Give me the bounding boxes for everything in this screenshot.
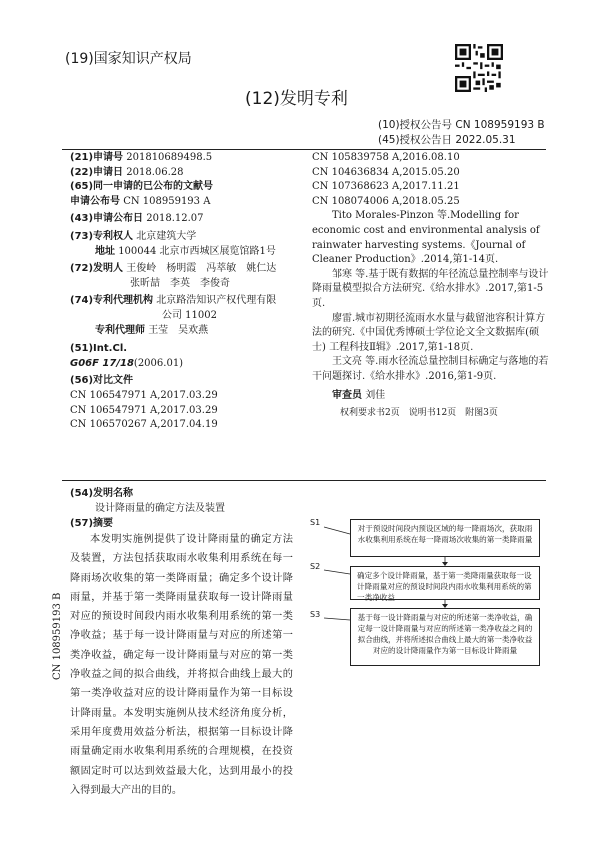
patentee-label: (73)专利权人 <box>70 230 134 242</box>
invention-title: 设计降雨量的确定方法及装置 <box>95 503 225 514</box>
invention-title-section <box>70 486 300 531</box>
agent-label: 专利代理师 <box>95 324 145 336</box>
agency-label: (74)专利代理机构 <box>70 295 154 307</box>
refs-label: (56)对比文件 <box>70 375 134 387</box>
examiner: 刘佳 <box>365 389 386 401</box>
intcl-label: (51)Int.Cl. <box>70 343 128 355</box>
flow-step-box: 基于每一设计降雨量与对应的所述第一类净收益，确定每一设计降雨量与对应的所述第一类净收益之间的拟合曲线，并将所述拟合曲线上最大的第一类净收益对应的设计降雨量作为第一目标设计降雨量 <box>350 608 540 666</box>
document-type: (12)发明专利 <box>245 89 348 109</box>
address-label: 地址 <box>95 245 115 257</box>
pub-no: CN 108959193 B <box>455 119 545 131</box>
flow-step-box: 确定多个设计降雨量，基于第一类降雨量获取每一设计降雨量对应的预设时间段内雨水收集利用系统的第一类净收益 <box>350 566 540 600</box>
abstract-divider <box>62 480 546 481</box>
page-counts: 权利要求书2页 说明书12页 附图3页 <box>340 408 498 419</box>
grant-numbers <box>378 118 545 148</box>
same-app-label: (65)同一申请的已公布的文献号 <box>70 181 214 193</box>
intcl-code: G06F 17/18 <box>70 357 134 369</box>
step-label: S1 <box>310 518 321 527</box>
office-name: (19)国家知识产权局 <box>65 51 192 67</box>
nonpatent-ref: 王文亮 等.雨水径流总量控制目标确定与落地的若干问题探讨.《给水排水》.2016,第1-9页. <box>312 356 549 382</box>
pre-pub-date-label: (43)申请公布日 <box>70 213 144 225</box>
address: 100044 北京市西城区展览馆路1号 <box>118 245 276 257</box>
abstract-text: 本发明实施例提供了设计降雨量的确定方法及装置，方法包括获取雨水收集利用系统在每一降雨场次收集的第一类降雨量；确定多个设计降雨量，并基于第一类降雨量获取每一设计降雨量对应的预设时间段内雨水收集利用系统的第一类净收益；基于每一设计降雨量与对应的所述第一类净收益，确定每一设计降雨量与对应的第一类净收益之间的拟合曲线，并将拟合曲线上最大的第一类净收益对应的设计降雨量作为第一目标设计降雨量。本发明实施例从技术经济角度分析，采用年度费用效益分析法，根据第一目标设计降雨量确定雨水收集利用系统的合理规模，在投资额固定时可以达到效益最大化，达到用最小的投入得到最大产出的目的。 <box>70 534 293 796</box>
flowchart <box>310 514 540 669</box>
nonpatent-ref: Tito Morales-Pinzon 等.Modelling for economic cost and environmental analysis of rainwater harvesting systems.《Journal of Cleaner Production》.2014,第1-14页. <box>312 210 540 266</box>
pre-pub-no: CN 108959193 A <box>123 195 211 207</box>
biblio-left <box>70 151 300 433</box>
ref-item: CN 106547971 A,2017.03.29 <box>70 404 218 416</box>
nonpatent-ref: 廖雷.城市初期径流雨水水量与截留池容积计算方法的研究.《中国优秀博硕士学位论文全文数据库(硕士) 工程科技Ⅱ辑》.2017,第1-18页. <box>312 312 546 353</box>
agency-line2: 公司 11002 <box>162 309 217 321</box>
ref-item: CN 104636834 A,2015.05.20 <box>312 166 460 178</box>
pub-no-label: (10)授权公告号 <box>378 119 453 131</box>
abstract-label: (57)摘要 <box>70 518 114 529</box>
examiner-label: 审查员 <box>332 389 362 401</box>
ref-item: CN 106570267 A,2017.04.19 <box>70 419 218 431</box>
ref-item: CN 106547971 A,2017.03.29 <box>70 389 218 401</box>
biblio-right <box>312 151 552 421</box>
app-no: 201810689498.5 <box>126 152 213 163</box>
flow-step-box: 对于预设时间段内预设区域的每一降雨场次，获取雨水收集利用系统在每一降雨场次收集的第一类降雨量 <box>350 519 540 557</box>
app-date: 2018.06.28 <box>126 166 184 178</box>
pre-pub-date: 2018.12.07 <box>146 213 204 225</box>
inventors-line2: 张昕喆 李英 李俊奇 <box>130 277 230 289</box>
pre-pub-label: 申请公布号 <box>70 195 120 207</box>
app-no-label: (21)申请号 <box>70 152 124 163</box>
inventors-line1: 王俊岭 杨明霞 冯萃敏 姚仁达 <box>126 263 277 275</box>
header-divider <box>62 149 546 150</box>
app-date-label: (22)申请日 <box>70 166 124 178</box>
pub-date-label: (45)授权公告日 <box>378 134 453 146</box>
agency-line1: 北京路浩知识产权代理有限 <box>156 295 277 307</box>
inventors-label: (72)发明人 <box>70 263 124 275</box>
step-label: S2 <box>310 562 321 571</box>
patentee: 北京建筑大学 <box>136 230 197 242</box>
step-label: S3 <box>310 610 321 619</box>
title-label: (54)发明名称 <box>70 488 134 499</box>
agent: 王莹 吴欢燕 <box>148 324 209 336</box>
ref-item: CN 108074006 A,2018.05.25 <box>312 195 460 207</box>
ref-item: CN 107368623 A,2017.11.21 <box>312 181 460 193</box>
ref-item: CN 105839758 A,2016.08.10 <box>312 152 460 163</box>
side-publication-code: CN 108959193 B <box>52 592 63 680</box>
qr-code-icon <box>455 44 503 92</box>
pub-date: 2022.05.31 <box>455 134 516 146</box>
intcl-date: (2006.01) <box>133 357 184 369</box>
nonpatent-ref: 邹寒 等.基于既有数据的年径流总量控制率与设计降雨量模型拟合方法研究.《给水排水》.2017,第1-5页. <box>312 268 549 309</box>
